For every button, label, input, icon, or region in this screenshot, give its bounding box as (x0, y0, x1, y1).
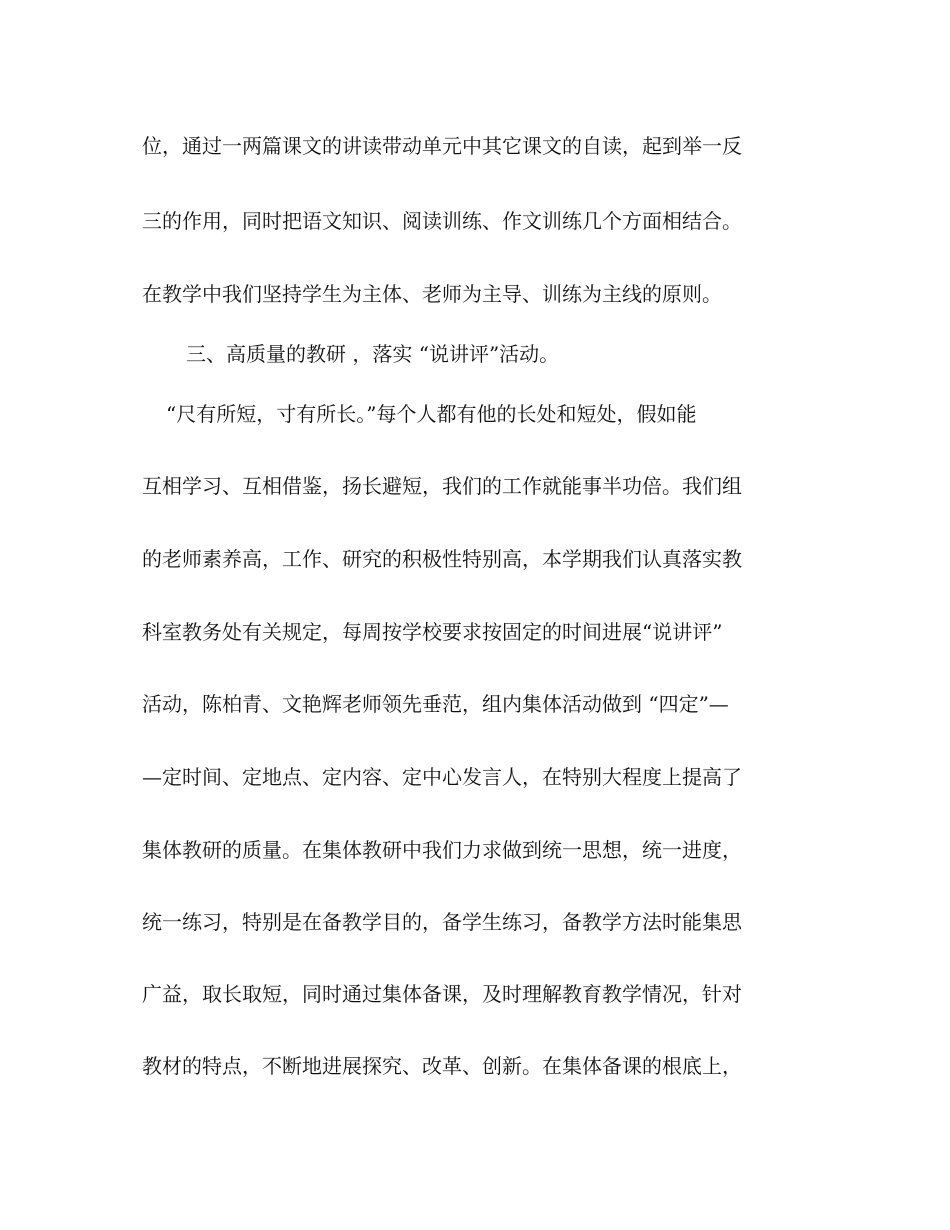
paragraph-line: 科室教务处有关规定，每周按学校要求按固定的时间进展“说讲评” (142, 620, 723, 644)
paragraph-line: 统一练习，特别是在备教学目的，备学生练习，备教学方法时能集思 (142, 910, 742, 934)
paragraph-line: 活动，陈柏青、文艳辉老师领先垂范，组内集体活动做到 “四定”— (142, 692, 729, 716)
section-heading: 三、高质量的教研 ，落实 “说讲评”活动。 (186, 342, 560, 366)
paragraph-line: 集体教研的质量。在集体教研中我们力求做到统一思想，统一进度， (142, 838, 742, 862)
paragraph-line: “尺有所短，寸有所长。”每个人都有他的长处和短处，假如能 (166, 402, 697, 426)
paragraph-line: 互相学习、互相借鉴，扬长避短，我们的工作就能事半功倍。我们组 (142, 474, 742, 498)
paragraph-line: 位，通过一两篇课文的讲读带动单元中其它课文的自读，起到举一反 (142, 134, 742, 158)
paragraph-line: 在教学中我们坚持学生为主体、老师为主导、训练为主线的原则。 (142, 282, 722, 306)
paragraph-line: 三的作用，同时把语文知识、阅读训练、作文训练几个方面相结合。 (142, 209, 742, 233)
paragraph-line: 的老师素养高，工作、研究的积极性特别高，本学期我们认真落实教 (142, 547, 742, 571)
paragraph-line: 广益，取长取短，同时通过集体备课，及时理解教育教学情况，针对 (142, 982, 742, 1006)
paragraph-line: —定时间、定地点、定内容、定中心发言人，在特别大程度上提高了 (142, 765, 742, 789)
paragraph-line: 教材的特点，不断地进展探究、改革、创新。在集体备课的根底上， (142, 1054, 742, 1078)
